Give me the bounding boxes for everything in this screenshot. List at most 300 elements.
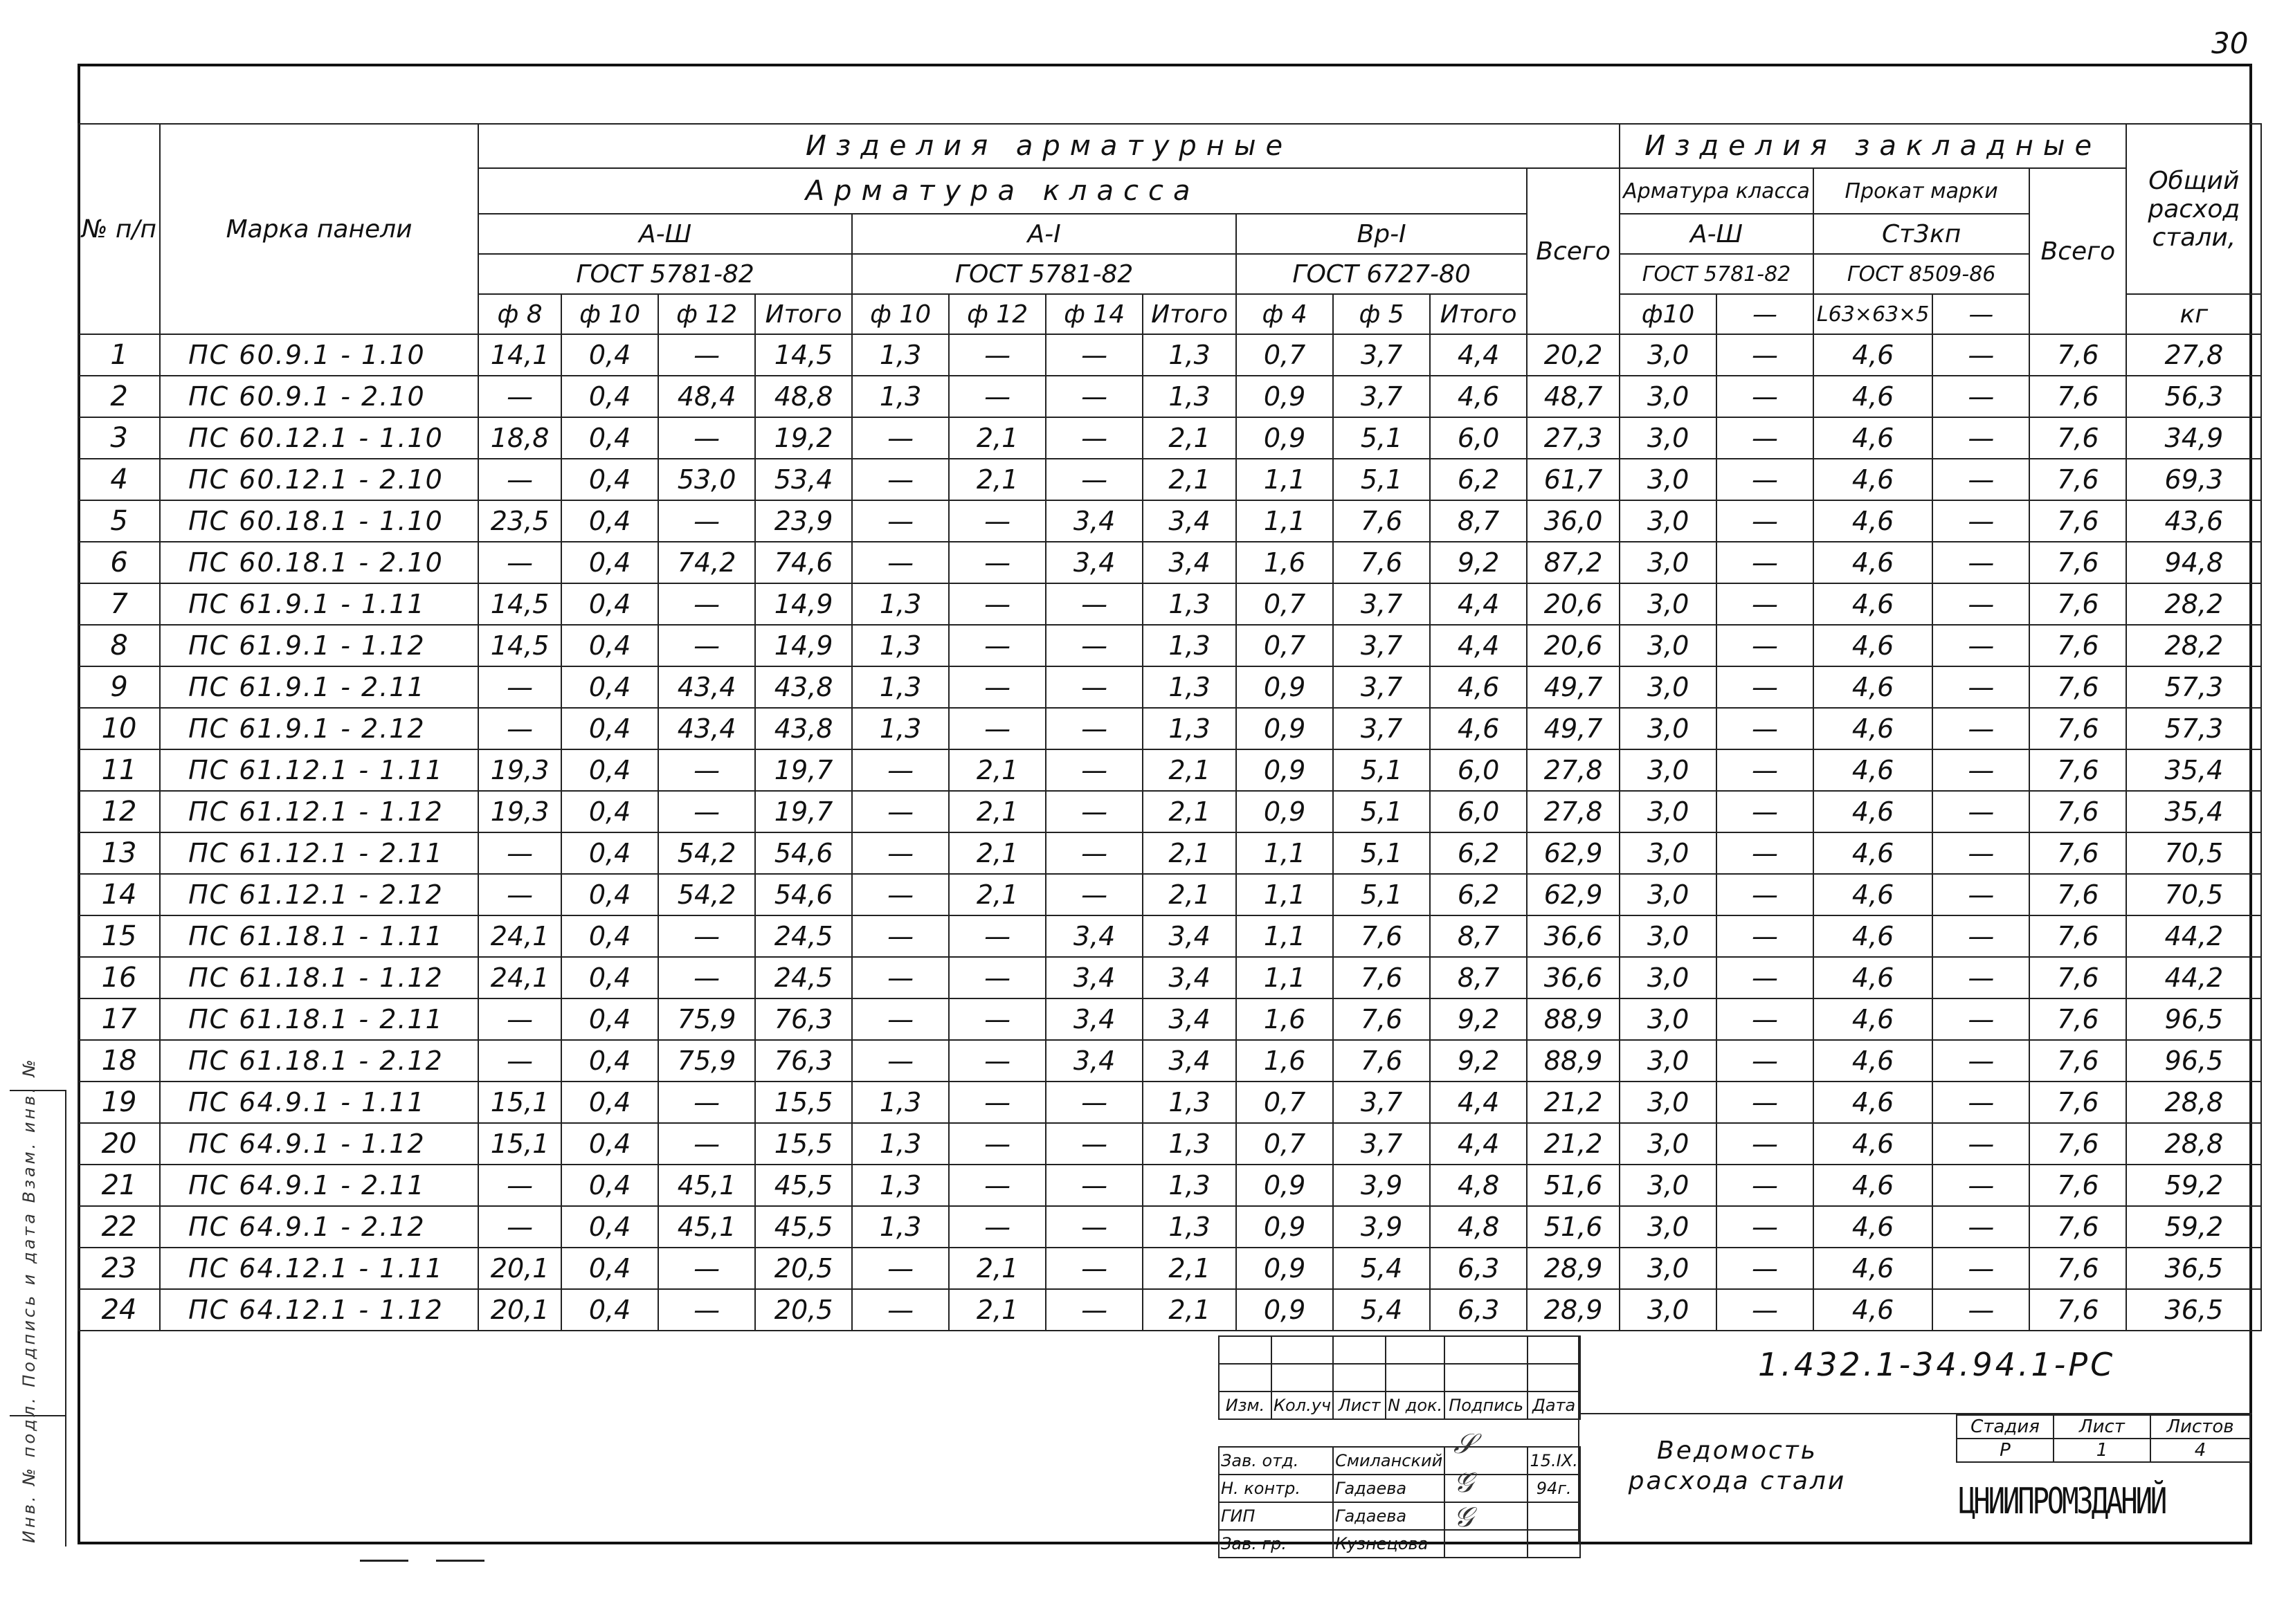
stamp-signature [1444, 1530, 1528, 1558]
table-cell: — [658, 1248, 755, 1289]
table-cell: — [658, 1123, 755, 1165]
panel-mark: ПС 61.18.1 - 1.11 [160, 915, 478, 957]
table-cell: — [1716, 708, 1813, 749]
table-cell: 53,4 [755, 459, 852, 500]
table-cell: 7,6 [1333, 542, 1430, 583]
table-cell: 19,3 [478, 749, 561, 791]
subheader-cell: ф 8 [478, 294, 561, 334]
table-cell: 54,2 [658, 874, 755, 915]
table-cell: 7,6 [1333, 500, 1430, 542]
table-cell: 7,6 [2029, 376, 2126, 417]
table-cell: 5,1 [1333, 459, 1430, 500]
table-cell: — [949, 1123, 1046, 1165]
table-cell: — [1046, 1206, 1143, 1248]
table-row [78, 1040, 2261, 1082]
table-cell: 74,2 [658, 542, 755, 583]
header-rolled-gost: ГОСТ 8509-86 [1813, 254, 2029, 294]
table-cell: — [658, 957, 755, 998]
table-cell: — [852, 417, 949, 459]
panel-mark: ПС 64.12.1 - 1.11 [160, 1248, 478, 1289]
panel-mark: ПС 64.12.1 - 1.12 [160, 1289, 478, 1331]
table-cell: — [1716, 791, 1813, 832]
table-cell: 4,6 [1813, 998, 1932, 1040]
table-cell: 0,4 [561, 749, 658, 791]
table-cell: 18,8 [478, 417, 561, 459]
table-cell: 5,4 [1333, 1248, 1430, 1289]
row-number: 15 [78, 915, 160, 957]
table-cell: — [658, 334, 755, 376]
table-cell: 2,1 [1143, 749, 1236, 791]
table-cell: 3,0 [1620, 583, 1716, 625]
table-cell: 0,4 [561, 1165, 658, 1206]
table-cell: 3,0 [1620, 459, 1716, 500]
table-cell: — [1046, 1123, 1143, 1165]
table-cell: 24,1 [478, 957, 561, 998]
table-cell: 27,8 [2126, 334, 2261, 376]
table-row [78, 1165, 2261, 1206]
table-cell: 8,7 [1430, 915, 1527, 957]
header-gost-a1: ГОСТ 5781-82 [852, 254, 1236, 294]
table-cell: 56,3 [2126, 376, 2261, 417]
table-row [78, 500, 2261, 542]
table-cell: — [1046, 625, 1143, 666]
table-cell: 0,9 [1236, 666, 1333, 708]
table-cell: 0,4 [561, 1040, 658, 1082]
table-cell: 59,2 [2126, 1165, 2261, 1206]
table-cell: 88,9 [1527, 998, 1620, 1040]
table-cell: 3,7 [1333, 583, 1430, 625]
subheader-cell: ф 12 [658, 294, 755, 334]
table-cell: 3,0 [1620, 666, 1716, 708]
table-cell: — [949, 583, 1046, 625]
row-number: 13 [78, 832, 160, 874]
table-cell: 0,9 [1236, 376, 1333, 417]
table-cell: — [1932, 666, 2029, 708]
table-row [78, 583, 2261, 625]
table-cell: — [1046, 666, 1143, 708]
table-cell: 1,1 [1236, 874, 1333, 915]
table-cell: — [949, 915, 1046, 957]
table-cell: 15,1 [478, 1082, 561, 1123]
table-cell: 5,1 [1333, 791, 1430, 832]
table-cell: — [852, 874, 949, 915]
table-row [78, 666, 2261, 708]
table-cell: 0,7 [1236, 1082, 1333, 1123]
table-cell: 3,9 [1333, 1165, 1430, 1206]
table-cell: 14,9 [755, 625, 852, 666]
table-cell: — [949, 625, 1046, 666]
subheader-cell: ф 14 [1046, 294, 1143, 334]
table-row [78, 1289, 2261, 1331]
row-number: 8 [78, 625, 160, 666]
table-cell: 1,3 [1143, 1082, 1236, 1123]
header-class-a3: А-Ш [478, 214, 852, 254]
table-cell: 1,1 [1236, 915, 1333, 957]
signature-mark: 𝒮 [1453, 1428, 1475, 1460]
table-cell: — [949, 1165, 1046, 1206]
table-row [78, 1082, 2261, 1123]
table-cell: — [852, 998, 949, 1040]
table-cell: 3,0 [1620, 1040, 1716, 1082]
table-cell: — [1932, 542, 2029, 583]
table-cell: 19,2 [755, 417, 852, 459]
table-cell: 35,4 [2126, 791, 2261, 832]
table-cell: 3,0 [1620, 832, 1716, 874]
table-cell: 59,2 [2126, 1206, 2261, 1248]
table-cell: — [478, 1206, 561, 1248]
table-cell: 3,4 [1046, 915, 1143, 957]
table-cell: 1,3 [852, 1082, 949, 1123]
table-row [78, 832, 2261, 874]
table-cell: 3,0 [1620, 1082, 1716, 1123]
table-cell: 14,5 [755, 334, 852, 376]
table-cell: 4,4 [1430, 583, 1527, 625]
table-row [78, 1206, 2261, 1248]
table-cell: 0,7 [1236, 1123, 1333, 1165]
table-cell: 48,8 [755, 376, 852, 417]
header-emb-class: Арматура класса [1620, 168, 1813, 214]
table-cell: 14,5 [478, 583, 561, 625]
table-cell: 4,6 [1813, 583, 1932, 625]
row-number: 21 [78, 1165, 160, 1206]
table-cell: 1,1 [1236, 500, 1333, 542]
table-cell: 0,4 [561, 1248, 658, 1289]
table-cell: 48,4 [658, 376, 755, 417]
table-cell: 7,6 [1333, 915, 1430, 957]
table-cell: — [478, 542, 561, 583]
table-cell: 7,6 [1333, 1040, 1430, 1082]
table-cell: — [1716, 1206, 1813, 1248]
table-cell: — [478, 666, 561, 708]
table-cell: 4,6 [1813, 749, 1932, 791]
table-cell: 0,4 [561, 666, 658, 708]
panel-mark: ПС 64.9.1 - 2.11 [160, 1165, 478, 1206]
table-cell: 6,3 [1430, 1289, 1527, 1331]
table-row [78, 459, 2261, 500]
table-cell: — [949, 708, 1046, 749]
table-cell: 36,0 [1527, 500, 1620, 542]
table-cell: 3,4 [1143, 915, 1236, 957]
table-cell: 28,2 [2126, 583, 2261, 625]
table-cell: 4,6 [1430, 376, 1527, 417]
table-cell: 14,9 [755, 583, 852, 625]
table-cell: — [949, 376, 1046, 417]
table-cell: 27,8 [1527, 749, 1620, 791]
dash-mark [436, 1560, 484, 1562]
header-gost-a3: ГОСТ 5781-82 [478, 254, 852, 294]
table-cell: 7,6 [2029, 1248, 2126, 1289]
header-emb-a3: А-Ш [1620, 214, 1813, 254]
table-cell: 1,1 [1236, 957, 1333, 998]
table-cell: 0,4 [561, 459, 658, 500]
row-number: 10 [78, 708, 160, 749]
table-cell: 2,1 [1143, 874, 1236, 915]
document-title: Ведомость расхода стали [1628, 1436, 1847, 1495]
panel-mark: ПС 64.9.1 - 2.12 [160, 1206, 478, 1248]
panel-mark: ПС 61.12.1 - 1.12 [160, 791, 478, 832]
table-cell: 1,3 [852, 1123, 949, 1165]
table-cell: 21,2 [1527, 1082, 1620, 1123]
table-cell: — [478, 459, 561, 500]
table-cell: 3,0 [1620, 625, 1716, 666]
table-cell: 4,6 [1813, 874, 1932, 915]
row-number: 16 [78, 957, 160, 998]
table-cell: — [478, 1040, 561, 1082]
header-rolled-grade: Ст3кп [1813, 214, 2029, 254]
stamp-col-label: N док. [1386, 1392, 1444, 1419]
table-cell: — [478, 998, 561, 1040]
row-number: 18 [78, 1040, 160, 1082]
table-cell: — [1716, 459, 1813, 500]
table-cell: 0,4 [561, 791, 658, 832]
table-cell: 8,7 [1430, 500, 1527, 542]
table-cell: 0,9 [1236, 791, 1333, 832]
table-cell: 1,3 [1143, 1206, 1236, 1248]
table-cell: — [478, 708, 561, 749]
row-number: 7 [78, 583, 160, 625]
row-number: 2 [78, 376, 160, 417]
table-cell: 3,4 [1143, 500, 1236, 542]
table-cell: 54,2 [658, 832, 755, 874]
table-cell: 19,3 [478, 791, 561, 832]
table-cell: 3,4 [1046, 957, 1143, 998]
table-cell: 0,4 [561, 915, 658, 957]
table-cell: 3,4 [1046, 542, 1143, 583]
table-cell: 23,9 [755, 500, 852, 542]
table-cell: 15,5 [755, 1123, 852, 1165]
table-cell: 2,1 [1143, 791, 1236, 832]
table-cell: — [852, 915, 949, 957]
table-cell: 4,6 [1813, 957, 1932, 998]
panel-mark: ПС 61.18.1 - 2.12 [160, 1040, 478, 1082]
table-cell: — [1932, 1082, 2029, 1123]
table-cell: 0,4 [561, 500, 658, 542]
table-cell: 88,9 [1527, 1040, 1620, 1082]
header-reinforcement-items: Изделия арматурные [478, 124, 1620, 168]
table-cell: 3,0 [1620, 998, 1716, 1040]
table-cell: 0,9 [1236, 1165, 1333, 1206]
table-cell: 0,9 [1236, 1289, 1333, 1331]
subheader-cell: ф 4 [1236, 294, 1333, 334]
table-cell: 7,6 [2029, 625, 2126, 666]
dash-mark [360, 1560, 408, 1562]
signature-mark: 𝒢 [1453, 1467, 1474, 1499]
table-cell: 94,8 [2126, 542, 2261, 583]
table-cell: 62,9 [1527, 832, 1620, 874]
table-cell: 43,8 [755, 708, 852, 749]
header-overall: Общий расход стали, [2126, 124, 2261, 294]
stamp-col-label: Дата [1528, 1392, 1580, 1419]
stage-table [1956, 1414, 2251, 1463]
table-cell: 0,9 [1236, 1248, 1333, 1289]
table-cell: 57,3 [2126, 708, 2261, 749]
table-cell: 14,5 [478, 625, 561, 666]
table-cell: 1,3 [852, 1165, 949, 1206]
table-cell: 0,7 [1236, 625, 1333, 666]
table-cell: 36,5 [2126, 1248, 2261, 1289]
subheader-cell: ф 5 [1333, 294, 1430, 334]
panel-mark: ПС 64.9.1 - 1.12 [160, 1123, 478, 1165]
table-cell: 53,0 [658, 459, 755, 500]
panel-mark: ПС 61.18.1 - 2.11 [160, 998, 478, 1040]
table-cell: 70,5 [2126, 874, 2261, 915]
stamp-person: Кузнецова [1333, 1530, 1444, 1558]
table-cell: — [1046, 749, 1143, 791]
table-cell: 0,4 [561, 334, 658, 376]
table-cell: 36,5 [2126, 1289, 2261, 1331]
table-cell: 0,4 [561, 417, 658, 459]
table-cell: 0,7 [1236, 334, 1333, 376]
table-cell: 28,9 [1527, 1248, 1620, 1289]
table-cell: — [1932, 1165, 2029, 1206]
panel-mark: ПС 60.18.1 - 1.10 [160, 500, 478, 542]
steel-consumption-table [78, 123, 2262, 1331]
table-cell: 7,6 [2029, 1123, 2126, 1165]
table-cell: — [1716, 334, 1813, 376]
table-cell: — [1046, 791, 1143, 832]
table-cell: 51,6 [1527, 1206, 1620, 1248]
table-cell: 0,4 [561, 874, 658, 915]
table-cell: 6,3 [1430, 1248, 1527, 1289]
table-cell: 7,6 [2029, 500, 2126, 542]
header-class-bp1: Вр-I [1236, 214, 1527, 254]
table-row [78, 708, 2261, 749]
table-cell: — [1932, 417, 2029, 459]
table-cell: 3,0 [1620, 334, 1716, 376]
table-cell: — [852, 500, 949, 542]
table-cell: 2,1 [949, 459, 1046, 500]
table-cell: 62,9 [1527, 874, 1620, 915]
sheets-value: 4 [2150, 1439, 2250, 1462]
table-cell: 35,4 [2126, 749, 2261, 791]
table-cell: 24,5 [755, 957, 852, 998]
table-cell: 7,6 [2029, 1165, 2126, 1206]
subheader-cell: Итого [1143, 294, 1236, 334]
table-cell: — [1932, 1123, 2029, 1165]
table-cell: 5,1 [1333, 874, 1430, 915]
table-cell: 4,6 [1813, 666, 1932, 708]
table-cell: 96,5 [2126, 998, 2261, 1040]
table-cell: 2,1 [949, 749, 1046, 791]
sheets-label: Листов [2150, 1415, 2250, 1439]
table-cell: 1,3 [1143, 1123, 1236, 1165]
stamp-col-label: Кол.уч [1271, 1392, 1333, 1419]
table-cell: 7,6 [2029, 957, 2126, 998]
table-cell: 7,6 [2029, 1289, 2126, 1331]
table-cell: — [1046, 459, 1143, 500]
table-cell: 1,3 [1143, 583, 1236, 625]
table-cell: — [1716, 1165, 1813, 1206]
table-cell: 4,6 [1813, 708, 1932, 749]
panel-mark: ПС 61.12.1 - 2.11 [160, 832, 478, 874]
table-row [78, 957, 2261, 998]
table-cell: 3,0 [1620, 1206, 1716, 1248]
table-cell: 4,6 [1813, 459, 1932, 500]
table-row [78, 874, 2261, 915]
header-no: № п/п [78, 124, 160, 334]
table-cell: 7,6 [2029, 1040, 2126, 1082]
table-cell: 20,1 [478, 1248, 561, 1289]
table-cell: — [1716, 666, 1813, 708]
table-cell: 6,0 [1430, 749, 1527, 791]
table-row [78, 542, 2261, 583]
table-cell: 28,9 [1527, 1289, 1620, 1331]
table-cell: — [1932, 1040, 2029, 1082]
table-cell: 20,6 [1527, 625, 1620, 666]
stamp-col-label: Изм. [1219, 1392, 1271, 1419]
table-cell: 48,7 [1527, 376, 1620, 417]
subheader-cell: ф 10 [561, 294, 658, 334]
row-number: 23 [78, 1248, 160, 1289]
table-cell: 7,6 [2029, 915, 2126, 957]
table-cell: — [949, 1082, 1046, 1123]
table-cell: 6,2 [1430, 874, 1527, 915]
row-number: 12 [78, 791, 160, 832]
emb-subheader-cell: — [1932, 294, 2029, 334]
stamp-person: Гадаева [1333, 1502, 1444, 1530]
table-cell: — [1046, 1165, 1143, 1206]
table-cell: 43,4 [658, 708, 755, 749]
table-cell: — [1716, 583, 1813, 625]
signature-mark: 𝒢 [1453, 1502, 1474, 1533]
table-cell: 43,4 [658, 666, 755, 708]
subheader-cell: Итого [1430, 294, 1527, 334]
table-cell: 4,6 [1430, 708, 1527, 749]
header-emb-total: Всего [2029, 168, 2126, 334]
table-cell: 1,3 [852, 334, 949, 376]
table-cell: 3,7 [1333, 1123, 1430, 1165]
table-cell: 4,4 [1430, 1082, 1527, 1123]
table-body [78, 334, 2261, 1331]
table-cell: 24,1 [478, 915, 561, 957]
panel-mark: ПС 61.9.1 - 2.12 [160, 708, 478, 749]
table-cell: — [852, 1248, 949, 1289]
row-number: 22 [78, 1206, 160, 1248]
table-cell: — [852, 749, 949, 791]
table-cell: 27,3 [1527, 417, 1620, 459]
table-cell: — [1046, 417, 1143, 459]
table-cell: 6,0 [1430, 417, 1527, 459]
table-cell: — [949, 666, 1046, 708]
table-cell: 3,4 [1046, 500, 1143, 542]
stage-label: Стадия [1957, 1415, 2054, 1439]
row-number: 4 [78, 459, 160, 500]
table-row [78, 749, 2261, 791]
panel-mark: ПС 60.12.1 - 1.10 [160, 417, 478, 459]
table-cell: 1,6 [1236, 998, 1333, 1040]
table-cell: — [1932, 376, 2029, 417]
table-cell: 7,6 [2029, 666, 2126, 708]
emb-subheader-cell: — [1716, 294, 1813, 334]
table-cell: — [1716, 832, 1813, 874]
table-cell: 15,1 [478, 1123, 561, 1165]
table-cell: 4,6 [1813, 1082, 1932, 1123]
panel-mark: ПС 61.9.1 - 1.11 [160, 583, 478, 625]
table-cell: — [852, 1040, 949, 1082]
table-cell: 0,4 [561, 832, 658, 874]
stamp-col-label: Подпись [1444, 1392, 1528, 1419]
stage-value: Р [1957, 1439, 2054, 1462]
table-row [78, 417, 2261, 459]
table-cell: 0,4 [561, 1206, 658, 1248]
table-cell: — [852, 791, 949, 832]
table-cell: 51,6 [1527, 1165, 1620, 1206]
row-number: 20 [78, 1123, 160, 1165]
table-cell: 76,3 [755, 998, 852, 1040]
table-cell: 3,0 [1620, 1123, 1716, 1165]
table-cell: 45,5 [755, 1165, 852, 1206]
left-strip-text: Инв. № подл. Подпись и дата Взам. инв. № [19, 1057, 39, 1543]
